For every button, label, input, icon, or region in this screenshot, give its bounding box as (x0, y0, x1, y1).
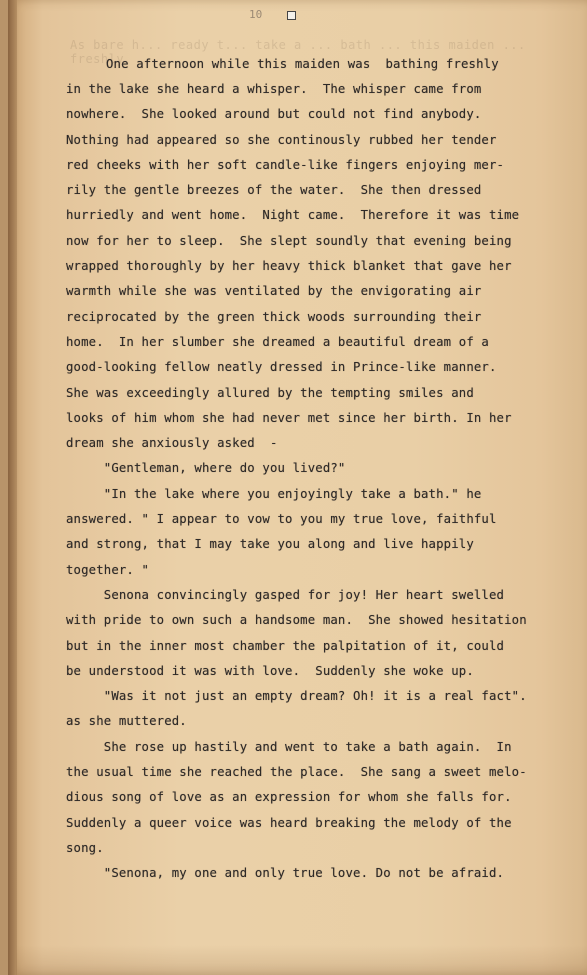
text-line: reciprocated by the green thick woods surrounding their (66, 310, 482, 324)
page-number: 10 (249, 8, 263, 21)
text-line: "In the lake where you enjoyingly take a bath." he (66, 487, 482, 501)
text-line: dious song of love as an expression for whom she falls for. (66, 790, 512, 804)
text-line: and strong, that I may take you along and live happily (66, 537, 474, 551)
scan-marker-square (287, 11, 296, 20)
text-line: red cheeks with her soft candle-like fingers enjoying mer- (66, 158, 505, 172)
bleed-through-text: As bare h... ready t... take a ... bath ... this maiden ... freshly (70, 38, 526, 66)
text-line: song. (66, 841, 104, 855)
text-line: good-looking fellow neatly dressed in Prince-like manner. (66, 360, 497, 374)
text-line: looks of him whom she had never met since her birth. In her (66, 411, 512, 425)
text-line: She rose up hastily and went to take a bath again. In (66, 740, 512, 754)
text-line: rily the gentle breezes of the water. She then dressed (66, 183, 482, 197)
text-line: home. In her slumber she dreamed a beautiful dream of a (66, 335, 489, 349)
text-line: Suddenly a queer voice was heard breaking the melody of the (66, 816, 512, 830)
text-line: She was exceedingly allured by the tempting smiles and (66, 386, 474, 400)
text-line: together. " (66, 563, 150, 577)
text-line: wrapped thoroughly by her heavy thick blanket that gave her (66, 259, 512, 273)
text-line: with pride to own such a handsome man. She showed hesitation (66, 613, 527, 627)
text-line: "Senona, my one and only true love. Do not be afraid. (66, 866, 505, 880)
text-line: nowhere. She looked around but could not find anybody. (66, 107, 482, 121)
page-binding-edge (8, 0, 17, 975)
text-line: Senona convincingly gasped for joy! Her heart swelled (66, 588, 505, 602)
text-line: answered. " I appear to vow to you my true love, faithful (66, 512, 497, 526)
text-line: hurriedly and went home. Night came. Therefore it was time (66, 208, 520, 222)
text-line: dream she anxiously asked - (66, 436, 278, 450)
text-line: One afternoon while this maiden was bathing freshly (106, 57, 499, 71)
text-line: be understood it was with love. Suddenly she woke up. (66, 664, 474, 678)
text-line: in the lake she heard a whisper. The whisper came from (66, 82, 482, 96)
text-line: but in the inner most chamber the palpitation of it, could (66, 639, 505, 653)
text-line: "Gentleman, where do you lived?" (66, 461, 346, 475)
text-line: "Was it not just an empty dream? Oh! it is a real fact". (66, 689, 527, 703)
text-line: the usual time she reached the place. She sang a sweet melo- (66, 765, 527, 779)
text-line: as she muttered. (66, 714, 187, 728)
text-line: warmth while she was ventilated by the envigorating air (66, 284, 482, 298)
text-line: now for her to sleep. She slept soundly that evening being (66, 234, 512, 248)
page-bottom-shadow (16, 945, 587, 975)
text-line: Nothing had appeared so she continously rubbed her tender (66, 133, 497, 147)
